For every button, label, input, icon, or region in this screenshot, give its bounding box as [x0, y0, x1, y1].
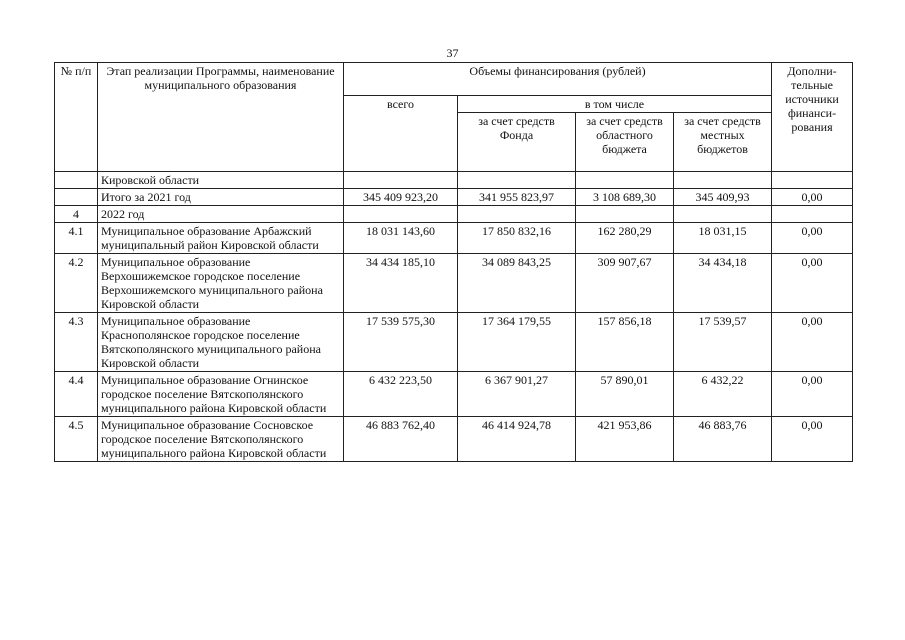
row-name: Муниципальное образование Сосновское городское поселение Вятскополянского муниципального района Кировской области: [98, 417, 344, 462]
header-stage: Этап реализации Программы, наименование муниципального образования: [98, 63, 344, 172]
row-total: [344, 206, 458, 223]
row-number: 4.3: [55, 313, 98, 372]
row-total: 345 409 923,20: [344, 189, 458, 206]
row-name: Муниципальное образование Краснополянское городское поселение Вятскополянского муниципального района Кировской области: [98, 313, 344, 372]
row-local: 345 409,93: [674, 189, 772, 206]
row-regional: 162 280,29: [576, 223, 674, 254]
table-row: [55, 313, 853, 372]
row-regional: 157 856,18: [576, 313, 674, 372]
row-number: [55, 189, 98, 206]
row-fund: 34 089 843,25: [458, 254, 576, 313]
row-number: 4.2: [55, 254, 98, 313]
row-fund: [458, 206, 576, 223]
row-regional: [576, 206, 674, 223]
header-volumes: Объемы финансирования (рублей): [344, 63, 772, 96]
row-local: [674, 206, 772, 223]
table-header: [55, 63, 853, 172]
header-fund: за счет средств Фонда: [458, 113, 576, 172]
row-additional: 0,00: [772, 223, 853, 254]
row-number: 4: [55, 206, 98, 223]
page-number: 37: [446, 46, 459, 60]
header-additional: Дополни-тельные источники финанси-рования: [772, 63, 853, 172]
header-including: в том числе: [458, 96, 772, 113]
row-regional: 57 890,01: [576, 372, 674, 417]
row-fund: 46 414 924,78: [458, 417, 576, 462]
row-total: 34 434 185,10: [344, 254, 458, 313]
row-additional: [772, 206, 853, 223]
row-additional: 0,00: [772, 254, 853, 313]
row-regional: [576, 172, 674, 189]
row-number: [55, 172, 98, 189]
row-fund: 17 850 832,16: [458, 223, 576, 254]
row-number: 4.1: [55, 223, 98, 254]
row-fund: [458, 172, 576, 189]
row-additional: 0,00: [772, 313, 853, 372]
table-row: [55, 172, 853, 189]
row-local: 34 434,18: [674, 254, 772, 313]
table-row: [55, 254, 853, 313]
row-additional: [772, 172, 853, 189]
financing-table: [54, 62, 853, 462]
row-name: Кировской области: [98, 172, 344, 189]
row-additional: 0,00: [772, 417, 853, 462]
row-total: 18 031 143,60: [344, 223, 458, 254]
row-regional: 309 907,67: [576, 254, 674, 313]
row-fund: 6 367 901,27: [458, 372, 576, 417]
header-local: за счет средств местных бюджетов: [674, 113, 772, 172]
row-total: 6 432 223,50: [344, 372, 458, 417]
row-total: [344, 172, 458, 189]
row-regional: 3 108 689,30: [576, 189, 674, 206]
row-number: 4.5: [55, 417, 98, 462]
row-name: Итого за 2021 год: [98, 189, 344, 206]
table-row: [55, 206, 853, 223]
row-local: 46 883,76: [674, 417, 772, 462]
row-number: 4.4: [55, 372, 98, 417]
row-name: Муниципальное образование Верхошижемское городское поселение Верхошижемского муниципального района Кировской области: [98, 254, 344, 313]
table-row: [55, 417, 853, 462]
table-row: [55, 372, 853, 417]
row-local: 18 031,15: [674, 223, 772, 254]
row-additional: 0,00: [772, 189, 853, 206]
row-local: 17 539,57: [674, 313, 772, 372]
table-row: [55, 189, 853, 206]
row-name: Муниципальное образование Арбажский муниципальный район Кировской области: [98, 223, 344, 254]
row-fund: 17 364 179,55: [458, 313, 576, 372]
row-additional: 0,00: [772, 372, 853, 417]
row-fund: 341 955 823,97: [458, 189, 576, 206]
header-regional: за счет средств областного бюджета: [576, 113, 674, 172]
row-regional: 421 953,86: [576, 417, 674, 462]
row-total: 17 539 575,30: [344, 313, 458, 372]
row-local: [674, 172, 772, 189]
row-name: Муниципальное образование Огнинское городское поселение Вятскополянского муниципального района Кировской области: [98, 372, 344, 417]
header-total: всего: [344, 96, 458, 172]
row-name: 2022 год: [98, 206, 344, 223]
row-total: 46 883 762,40: [344, 417, 458, 462]
header-no: № п/п: [55, 63, 98, 172]
table-row: [55, 223, 853, 254]
row-local: 6 432,22: [674, 372, 772, 417]
table-body: [55, 172, 853, 462]
